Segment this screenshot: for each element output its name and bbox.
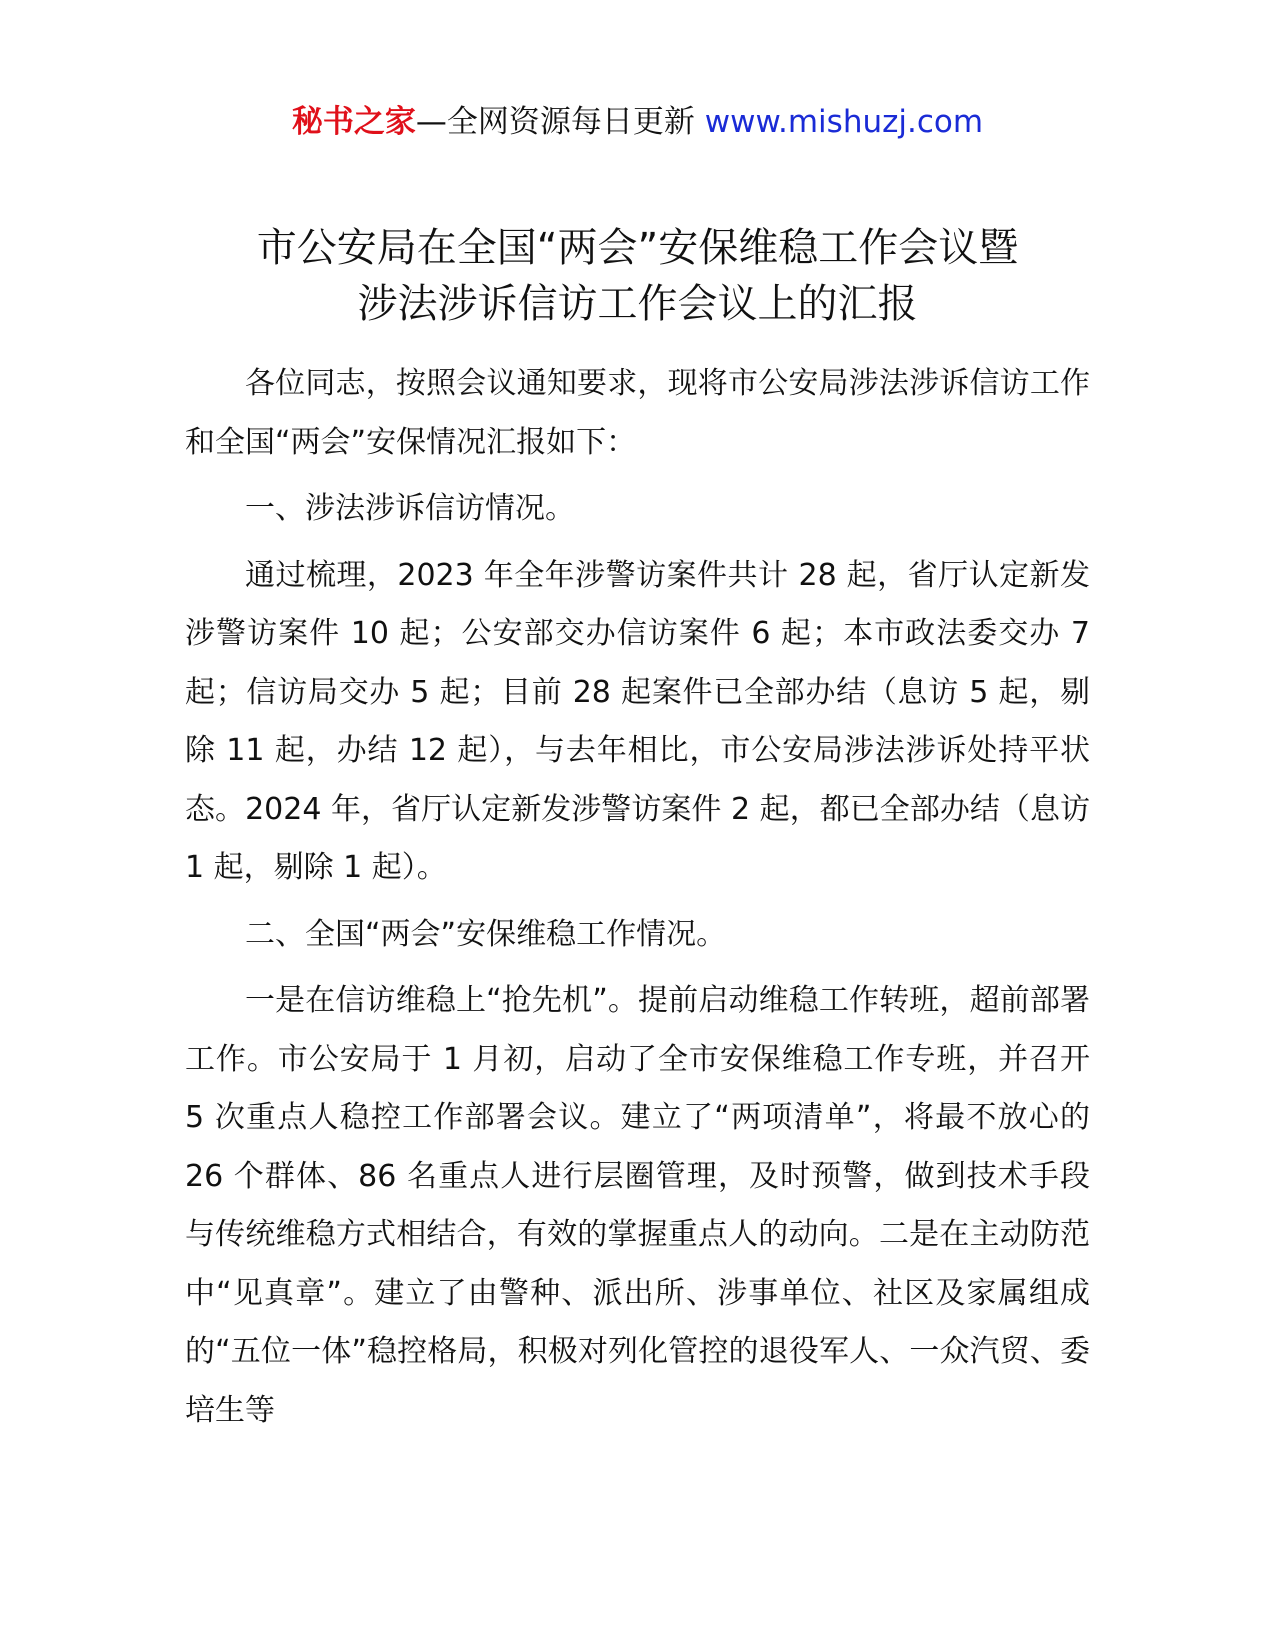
brand-name: 秘书之家 xyxy=(291,104,416,140)
site-header xyxy=(0,100,1275,144)
document-title xyxy=(150,220,1125,332)
title-line-1: 市公安局在全国“两会”安保维稳工作会议暨 xyxy=(256,225,1019,271)
document-body xyxy=(185,355,1090,1448)
section-heading-2: 二、全国“两会”安保维稳工作情况。 xyxy=(245,916,727,952)
site-url-link[interactable]: www.mishuzj.com xyxy=(704,104,984,140)
header-tagline: —全网资源每日更新 xyxy=(415,104,695,140)
paragraph-intro: 各位同志，按照会议通知要求，现将市公安局涉法涉诉信访工作和全国“两会”安保情况汇报如下： xyxy=(185,366,1090,460)
paragraph-security-work: 一是在信访维稳上“抢先机”。提前启动维稳工作转班，超前部署工作。市公安局于 1 月初，启动了全市安保维稳工作专班，并召开 5 次重点人稳控工作部署会议。建立了“两项清单”，将最不放心的 26 个群体、86 名重点人进行层圈管理，及时预警，做到技术手段与传统维稳方式相结合，有效的掌握重点人的动向。二是在主动防范中“见真章”。建立了由警种、派出所、涉事单位、社区及家属组成的“五位一体”稳控格局，积极对列化管控的退役军人、一众汽贸、委培生等 xyxy=(185,983,1090,1428)
section-heading-1: 一、涉法涉诉信访情况。 xyxy=(245,491,575,526)
title-line-2: 涉法涉诉信访工作会议上的汇报 xyxy=(357,281,918,327)
paragraph-petition-stats: 通过梳理，2023 年全年涉警访案件共计 28 起，省厅认定新发涉警访案件 10 起；公安部交办信访案件 6 起；本市政法委交办 7 起；信访局交办 5 起；目前 28 起案件已全部办结（息访 5 起，剔除 11 起，办结 12 起），与去年相比，市公安局涉法涉诉处持平状态。2024 年，省厅认定新发涉警访案件 2 起，都已全部办结（息访 1 起，剔除 1 起）。 xyxy=(185,557,1090,885)
